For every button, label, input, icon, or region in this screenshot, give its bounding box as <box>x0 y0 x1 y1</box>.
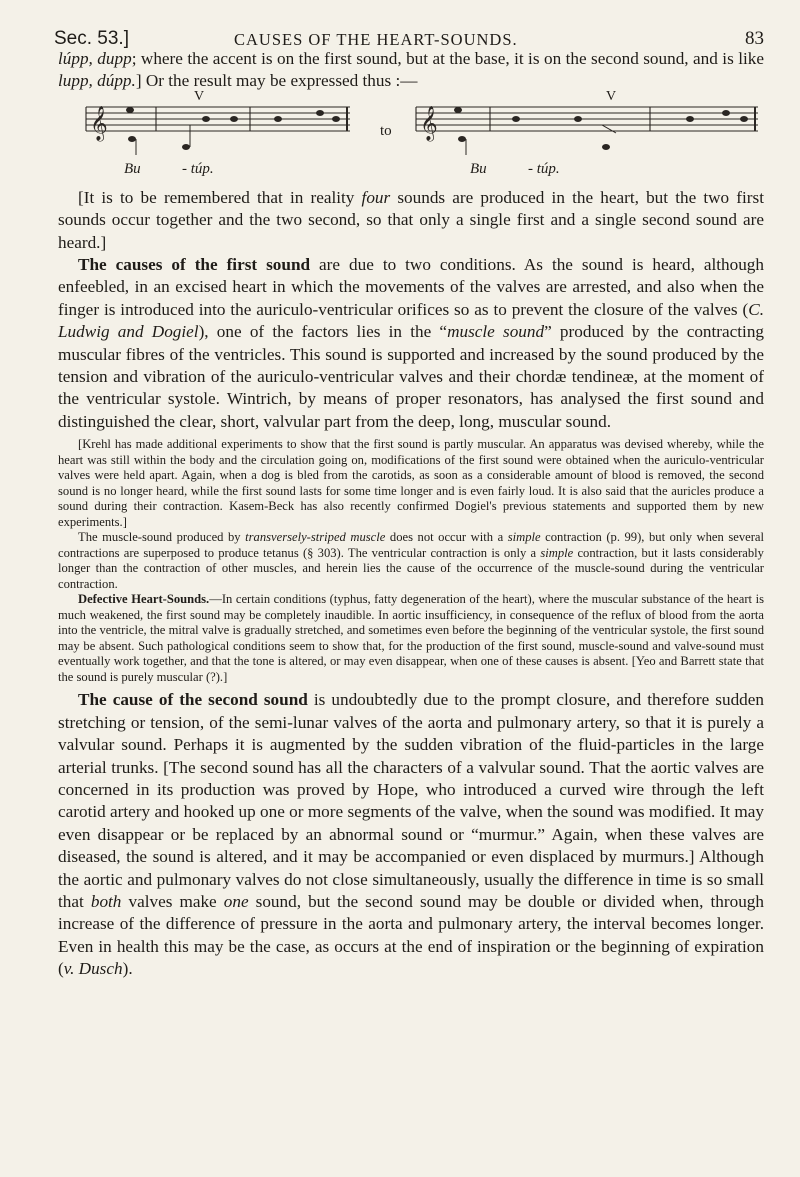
text: simple <box>507 530 541 545</box>
paragraph-four-sounds <box>58 187 764 254</box>
syllable-tup-right: - túp. <box>528 160 560 177</box>
text: simple <box>540 545 574 560</box>
note-defective-sounds <box>58 592 764 685</box>
syllable-bu-left: Bu <box>124 160 141 177</box>
syllable-tup-left: - túp. <box>182 160 214 177</box>
text: contraction, but it lasts considerably longer than the contraction of other muscles, and herein lies the cause of the occurrence of the muscle-sound during the ventricular contraction. <box>58 545 764 591</box>
intro-text: lúpp, dupp <box>58 49 132 68</box>
paragraph-second-sound <box>58 689 764 980</box>
text: are due to two conditions. As the sound is heard, although enfeebled, in an excised heart in which the movements of the valves are arrested, and also when the finger is introduced into the auriculo-ventricular orifices so as to prevent the closure of the valves ( <box>58 255 764 319</box>
section-label: Sec. 53.] <box>54 28 129 49</box>
accent-mark-right: V <box>606 88 617 104</box>
text: contraction (p. 99), but only when several contractions are superposed to produce tetanus (§ 303). The ventricular contraction is only a <box>58 530 764 560</box>
text: ). <box>122 959 133 979</box>
running-title: CAUSES OF THE HEART-SOUNDS. <box>234 30 518 49</box>
intro-text: lupp, dúpp. <box>58 71 136 91</box>
paragraph-first-sound <box>58 254 764 433</box>
intro-paragraph <box>58 48 764 93</box>
text: one <box>223 891 249 911</box>
note-krehl: [Krehl has made additional experiments to show that the first sound is partly muscular. An apparatus was devised whereby, while the heart was still within the body and the circulation going on, modifications of the first sound were obtained when the auriculo-ventricular valves were held apart. Again, when a dog is bled from the carotids, as soon as a considerable amount of blood is removed, the second sound is no longer heard, while the first sound lasts for some time longer and is even fairly loud. It is also said that the auricles produce a sound during their contraction. Kasem-Beck has also recently confirmed Dogiel's previous statements and supported them by new experiments.] <box>58 437 764 529</box>
text: four <box>361 187 391 207</box>
staff-notation-graphic <box>58 95 764 165</box>
text: ” produced by the contracting muscular fibres of the ventricles. This sound is supported and increased by the sound produced by the tension and vibration of the auriculo-ventricular valves and their chordæ tendineæ, at the moment of the ventricular systole. Wintrich, by means of proper resonators, has analysed the first sound and distinguished the clear, short, valvular part from the deep, long, muscular sound. <box>58 322 765 431</box>
text: C. Ludwig and Dogiel <box>58 299 764 342</box>
text: The muscle-sound produced by <box>78 530 246 545</box>
text: transversely-striped muscle <box>245 530 386 545</box>
text: sound, but the second sound may be double or divided when, through increase of the difference of pressure in the aorta and pulmonary artery, the interval becomes longer. Even in health this may be the case, as occurs at the end of inspiration or the beginning of expiration ( <box>58 891 764 979</box>
accent-mark-left: V <box>194 88 205 104</box>
running-header <box>54 0 764 49</box>
to-label: to <box>380 122 392 139</box>
text: —In certain conditions (typhus, fatty degeneration of the heart), where the muscular substance of the heart is much weakened, the first sound may be completely inaudible. In aortic insufficiency, in consequence of the reflux of blood from the aorta into the ventricle, the mitral valve is gradually stretched, and sometimes even before the beginning of the ventricular systole, the first sound may be absent. Such pathological conditions seem to show that, for the production of the first sound, muscle-sound and valve-sound must eventually work together, and that the tone is altered, or may even disappear, when one of these causes is absent. [Yeo and Barrett state that the sound is purely muscular (?).] <box>58 592 764 684</box>
subheading: Defective Heart-Sounds. <box>78 592 210 607</box>
subheading: The causes of the first sound <box>78 255 311 275</box>
note-muscle-sound <box>58 530 764 592</box>
text: [It is to be remembered that in reality <box>78 187 362 207</box>
text: both <box>90 891 122 911</box>
text: is undoubtedly due to the prompt closure, and therefore sudden stretching or tension, of the semi-lunar valves of the aorta and pulmonary artery, so that it is purely a valvular sound. Perhaps it is augmented by the sudden vibration of the fluid-particles in the large arterial trunks. [The second sound has all the characters of a valvular sound. That the aortic valves are concerned in its production was proved by Hope, who introduced a curved wire through the left carotid artery and hooked up one or more segments of the valve, when the sound was modified. It may even disappear or be replaced by an abnormal sound or “murmur.” Again, when these valves are diseased, the sound is altered, and it may be accompanied or even displaced by murmurs.] Although the aortic and pulmonary valves do not close simultaneously, usually the difference in time is so small that <box>58 690 764 911</box>
staff-left <box>86 107 350 131</box>
subheading: The cause of the second sound <box>78 690 308 710</box>
text: does not occur with a <box>385 530 508 545</box>
musical-notation <box>58 88 764 187</box>
text: muscle sound <box>447 322 545 342</box>
intro-text: ; where the accent is on the first sound, but at the base, it is on the second sound, and is like <box>131 49 764 68</box>
text: sounds are produced in the heart, but the two first sounds occur together and the two second, so that only a single first and a single second sound are heard.] <box>58 187 764 252</box>
text: v. Dusch <box>63 959 123 979</box>
text: ), one of the factors lies in the “ <box>198 322 448 342</box>
syllable-bu-right: Bu <box>470 160 487 177</box>
treble-clef-icon: 𝄞 <box>90 105 108 141</box>
page-number: 83 <box>745 28 764 49</box>
intro-text: ] Or the result may be expressed thus :— <box>135 71 418 91</box>
treble-clef-icon: 𝄞 <box>420 105 438 141</box>
text: valves make <box>121 891 224 911</box>
staff-right <box>416 107 758 131</box>
